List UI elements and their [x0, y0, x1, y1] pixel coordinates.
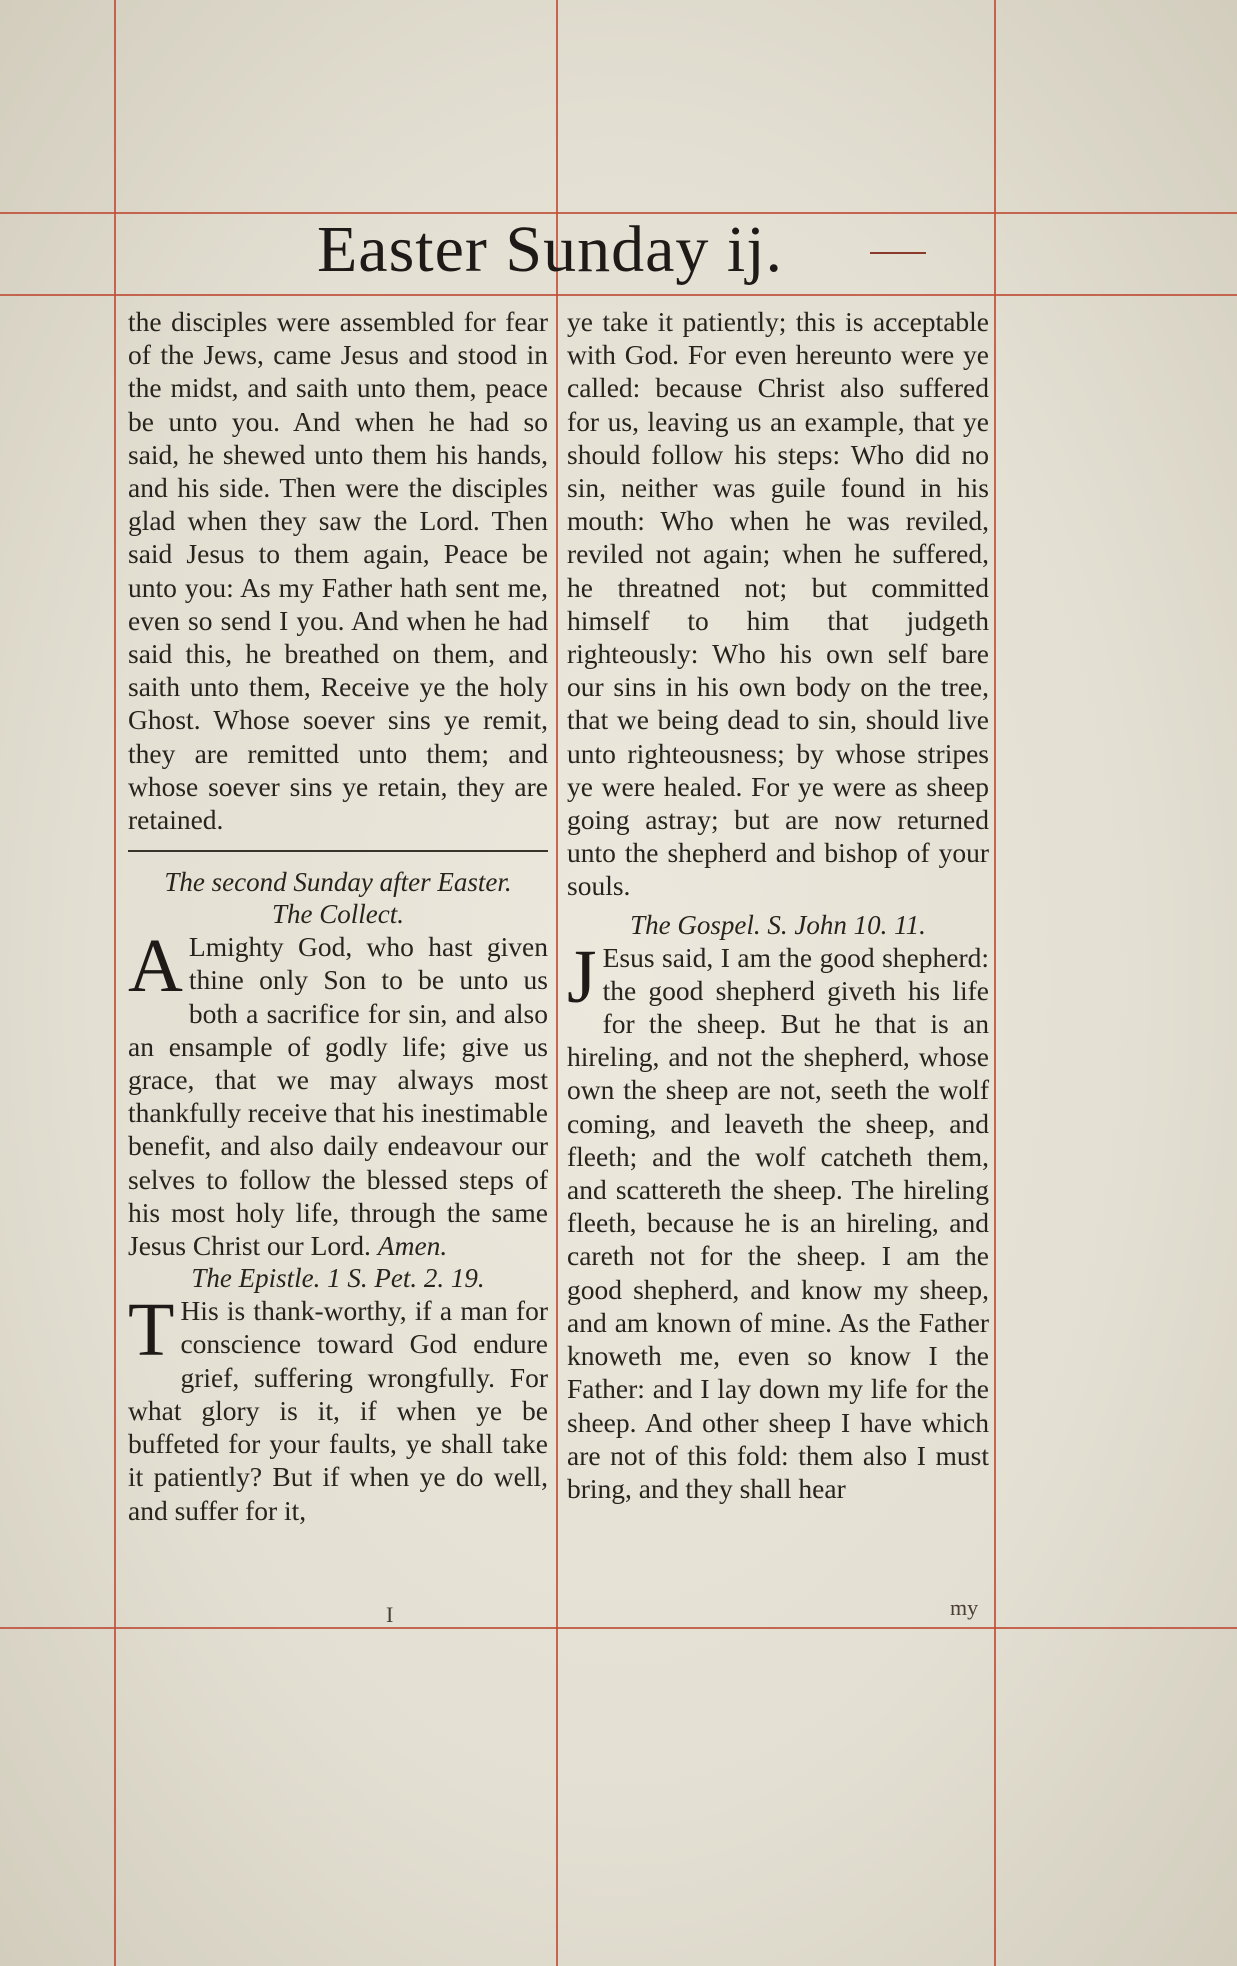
- collect-paragraph: [128, 924, 549, 1262]
- epistle-drop-cap: T: [128, 1288, 175, 1373]
- page-title: Easter Sunday ij.: [316, 213, 784, 286]
- epistle-heading: The Epistle. 1 S. Pet. 2. 19.: [191, 1263, 485, 1294]
- epistle-continued-text: ye take it patiently; this is acceptable with God. For even hereunto were ye called: because Christ also suffered for us, leaving us an example, that ye should follow his steps: Who did no sin, neither was guile found in his mouth: Who when he was reviled, reviled not again; when he suffered, he threatned not; but committed himself to him that judgeth righteously: Who his own self bare our sins in his own body on the tree, that we being dead to sin, should live unto righteousness; by whose stripes ye were healed. For ye were as sheep going astray; but are now returned unto the shepherd and bishop of your souls.: [567, 306, 989, 902]
- collect-drop-cap: A: [128, 924, 183, 1009]
- collect-heading: The Collect.: [272, 899, 404, 930]
- right-column: [567, 305, 989, 1505]
- left-column: [128, 305, 548, 1527]
- gospel-continued-text: the disciples were assembled for fear of the Jews, came Jesus and stood in the midst, and saith unto them, peace be unto you. And when he had so said, he shewed unto them his hands, and his side. Then were the disciples glad when they saw the Lord. Then said Jesus to them again, Peace be unto you: As my Father hath sent me, even so send I you. And when he had said this, he breathed on them, and saith unto them, Receive ye the holy Ghost. Whose soever sins ye remit, they are remitted unto them; and whose soever sins ye retain, they are retained.: [128, 306, 548, 836]
- gospel-drop-cap: J: [567, 934, 597, 1019]
- section-heading: The second Sunday after Easter.: [164, 867, 512, 898]
- epistle-paragraph: [128, 1288, 548, 1526]
- rule-line-horizontal: [0, 1627, 1237, 1629]
- gospel-text: Esus said, I am the good shepherd: the good shepherd giveth his life for the sheep. But he that is an hireling, and not the shepherd, whose own the sheep are not, seeth the wolf coming, and leaveth the sheep, and fleeth; and the wolf catcheth them, and scattereth the sheep. The hireling fleeth, because he is an hireling, and careth not for the sheep. I am the good shepherd, and know my sheep, and am known of mine. As the Father knoweth me, even so know I the Father: and I lay down my life for the sheep. And other sheep I have which are not of this fold: them also I must bring, and they shall hear: [567, 941, 989, 1504]
- epistle-text: His is thank-worthy, if a man for conscience toward God endure grief, suffering wrongfully. For what glory is it, if when ye be buffeted for your faults, ye shall take it patiently? But if when ye do well, and suffer for it,: [128, 1295, 548, 1526]
- catchword: my: [950, 1595, 979, 1620]
- gospel-paragraph: [567, 934, 989, 1505]
- title-ornament-dash: [870, 252, 926, 254]
- section-divider: [128, 850, 548, 852]
- signature-mark: I: [386, 1602, 394, 1627]
- rule-line-horizontal: [0, 294, 1237, 296]
- gospel-heading: The Gospel. S. John 10. 11.: [630, 909, 926, 940]
- collect-text: Lmighty God, who hast given thine only Son to be unto us both a sacrifice for sin, and also an ensample of godly life; give us grace, that we may always most thankfully receive that his inestimable benefit, and also daily endeavour our selves to follow the blessed steps of his most holy life, through the same Jesus Christ our Lord.: [128, 931, 549, 1262]
- collect-amen: Amen.: [377, 1230, 448, 1262]
